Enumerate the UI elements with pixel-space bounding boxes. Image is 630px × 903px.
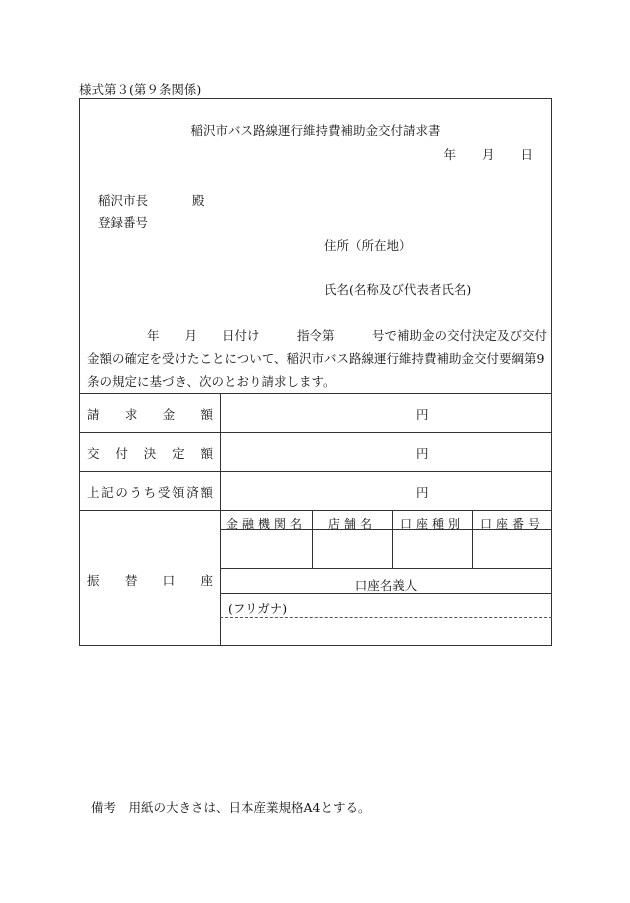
label-char: 定 — [172, 446, 185, 461]
furigana-label: (フリガナ) — [228, 601, 288, 616]
row-divider — [220, 593, 552, 594]
label-char: う — [129, 485, 143, 500]
received-amount-label — [87, 483, 213, 501]
bank-name-header: 金融機関名 — [225, 517, 306, 531]
honorific: 殿 — [192, 193, 205, 208]
transfer-account-label — [87, 571, 213, 589]
date-line: 年 月 日 — [443, 147, 533, 162]
address-label: 住所（所在地） — [324, 238, 412, 253]
row-divider — [80, 510, 551, 511]
request-body-text — [87, 324, 547, 393]
decided-amount-label — [87, 444, 213, 462]
label-char: 上 — [87, 485, 100, 500]
row-divider — [80, 432, 551, 433]
label-char: 受 — [157, 485, 171, 500]
received-amount-yen: 円 — [416, 485, 429, 500]
request-amount-label — [87, 405, 213, 423]
column-divider — [312, 510, 313, 568]
label-char: 交 — [87, 446, 100, 461]
account-type-header: 口座種別 — [399, 517, 464, 531]
label-char: 済 — [186, 485, 199, 500]
label-char: 座 — [200, 573, 213, 588]
form-number: 様式第３(第９条関係) — [79, 82, 202, 97]
decided-amount-yen: 円 — [416, 446, 429, 461]
label-char: 金 — [162, 407, 176, 422]
row-divider — [80, 471, 551, 472]
request-statement: 年 月 日付け 指令第 号で補助金の交付決定及び交付金額の確定を受けたことについて、稲沢市バス路線運行維持費補助金交付要綱第9条の規定に基づき、次のとおり請求します。 — [87, 328, 548, 389]
account-holder-label: 口座名義人 — [354, 578, 418, 593]
label-char: 口 — [162, 573, 176, 588]
request-amount-yen: 円 — [416, 407, 429, 422]
furigana-dashed-divider — [220, 617, 552, 618]
label-char: 請 — [87, 407, 100, 422]
label-char: 額 — [200, 485, 213, 500]
label-char: 求 — [124, 407, 138, 422]
registration-number-label: 登録番号 — [98, 215, 149, 230]
table-top-border — [80, 393, 551, 394]
label-char: 決 — [143, 446, 157, 461]
label-char: ち — [143, 485, 157, 500]
label-char: 領 — [172, 485, 185, 500]
footer-note: 備考 用紙の大きさは、日本産業規格A4とする。 — [91, 800, 371, 815]
label-char: の — [115, 485, 128, 500]
header-divider — [220, 529, 552, 530]
request-form — [79, 98, 552, 646]
label-char: 付 — [115, 446, 128, 461]
addressee: 稲沢市長 — [98, 193, 149, 208]
label-char: 記 — [101, 485, 114, 500]
account-number-header: 口座番号 — [479, 517, 544, 531]
label-char: 替 — [124, 573, 138, 588]
branch-name-header: 店舗名 — [327, 517, 376, 531]
row-divider — [220, 568, 552, 569]
form-title: 稲沢市バス路線運行維持費補助金交付請求書 — [190, 123, 441, 138]
name-label: 氏名(名称及び代表者氏名) — [324, 282, 472, 297]
label-char: 額 — [200, 407, 213, 422]
label-char: 振 — [87, 573, 100, 588]
column-divider — [472, 510, 473, 568]
label-char: 額 — [200, 446, 213, 461]
column-divider — [392, 510, 393, 568]
